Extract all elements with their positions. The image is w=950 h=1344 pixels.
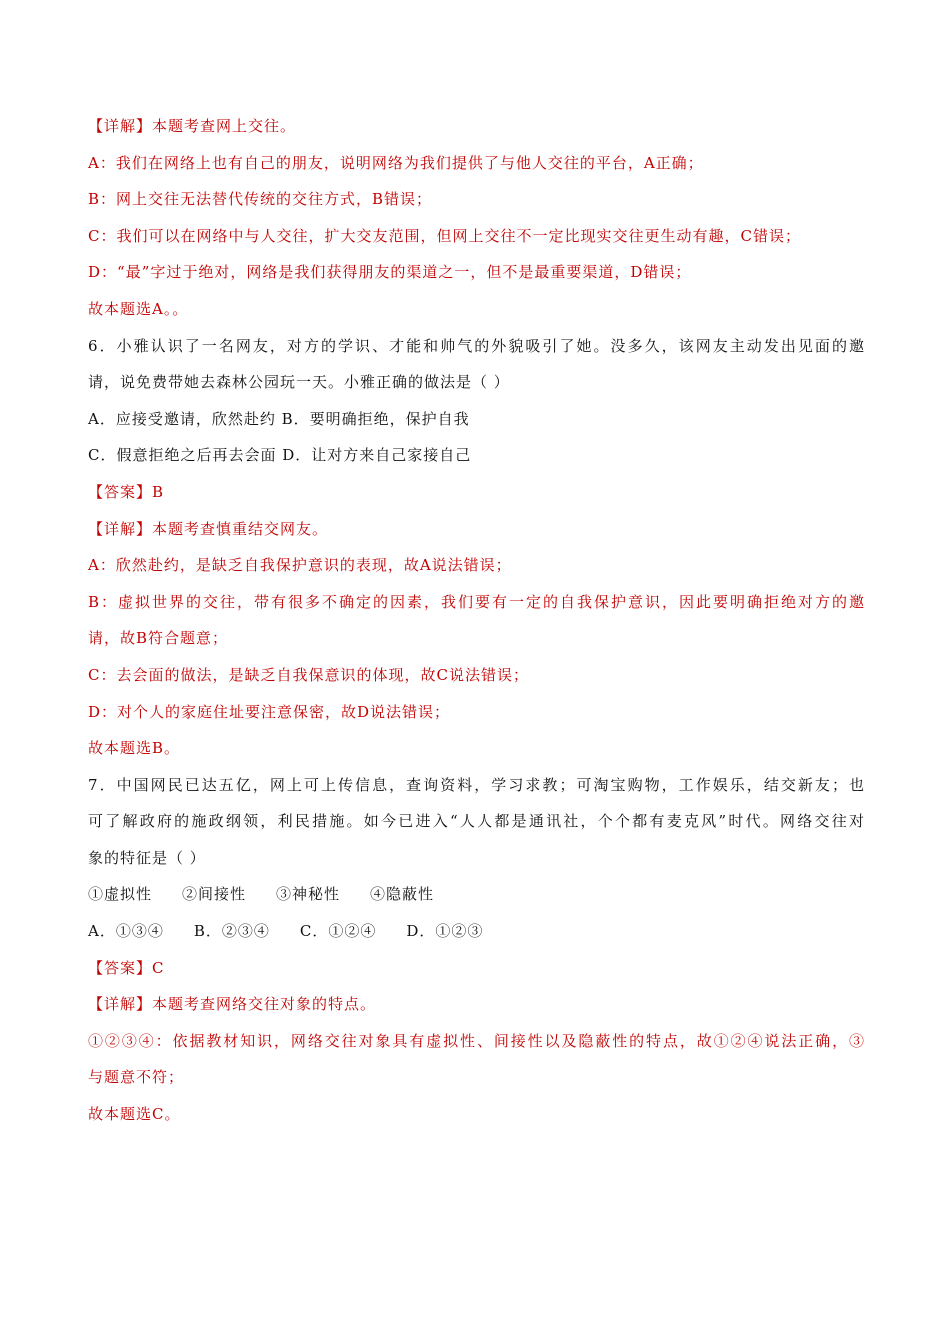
- q7-option: B．②③④: [193, 922, 270, 941]
- q7-item: ③神秘性: [276, 885, 341, 904]
- q7-stem-line3: 象的特征是（ ）: [88, 848, 206, 867]
- q7-options: [88, 913, 864, 950]
- q5-explain-a: A：我们在网络上也有自己的朋友，说明网络为我们提供了与他人交往的平台，A正确；: [88, 153, 704, 172]
- q6-explain-d: D：对个人的家庭住址要注意保密，故D说法错误；: [88, 702, 451, 721]
- q5-explain-d: D：“最”字过于绝对，网络是我们获得朋友的渠道之一，但不是最重要渠道，D错误；: [88, 263, 692, 282]
- q5-explain-b: B：网上交往无法替代传统的交往方式，B错误；: [88, 190, 433, 209]
- q6-options-line1: A．应接受邀请，欣然赴约 B．要明确拒绝，保护自我: [88, 409, 470, 428]
- q6-conclusion: 故本题选B。: [88, 739, 181, 758]
- q5-explain-c: C：我们可以在网络中与人交往，扩大交友范围，但网上交往不一定比现实交往更生动有趣，C错误；: [88, 226, 801, 245]
- q6-explain-b-line1: B：虚拟世界的交往，带有很多不确定的因素，我们要有一定的自我保护意识，因此要明确拒绝对方的邀: [88, 592, 864, 611]
- q7-option: A．①③④: [88, 922, 164, 941]
- q6-options-line2: C．假意拒绝之后再去会面 D．让对方来自己家接自己: [88, 446, 472, 465]
- q7-explain-line1: ①②③④：依据教材知识，网络交往对象具有虚拟性、间接性以及隐蔽性的特点，故①②④说法正确，③: [88, 1031, 864, 1050]
- q6-stem-line1: 6．小雅认识了一名网友，对方的学识、才能和帅气的外貌吸引了她。没多久，该网友主动发出见面的邀: [88, 336, 864, 355]
- q6-stem-line2: 请，说免费带她去森林公园玩一天。小雅正确的做法是（ ）: [88, 373, 510, 392]
- q7-stem-line2: 可了解政府的施政纲领，利民措施。如今已进入“人人都是通讯社，个个都有麦克风”时代。网络交往对: [88, 812, 864, 831]
- q7-item: ④隐蔽性: [370, 885, 435, 904]
- q6-explain-intro: 【详解】本题考查慎重结交网友。: [88, 519, 329, 538]
- q7-explain-intro: 【详解】本题考查网络交往对象的特点。: [88, 995, 377, 1014]
- q7-conclusion: 故本题选C。: [88, 1105, 181, 1124]
- q7-option: C．①②④: [299, 922, 377, 941]
- q7-stem-line1: 7．中国网民已达五亿，网上可上传信息，查询资料，学习求教；可淘宝购物，工作娱乐，结交新友；也: [88, 775, 864, 794]
- q5-conclusion: 故本题选A。。: [88, 299, 189, 318]
- q7-items: [88, 876, 864, 913]
- q6-explain-b-line2: 请，故B符合题意；: [88, 629, 229, 648]
- q6-explain-a: A：欣然赴约，是缺乏自我保护意识的表现，故A说法错误；: [88, 556, 512, 575]
- q7-answer: 【答案】C: [88, 958, 165, 977]
- q7-item: ①虚拟性: [88, 885, 153, 904]
- q7-option: D．①②③: [406, 922, 484, 941]
- q7-explain-line2: 与题意不符；: [88, 1068, 185, 1087]
- document-page: [88, 108, 864, 1133]
- q6-explain-c: C：去会面的做法，是缺乏自我保意识的体现，故C说法错误；: [88, 665, 529, 684]
- q7-item: ②间接性: [182, 885, 247, 904]
- q5-explain-intro: 【详解】本题考查网上交往。: [88, 117, 297, 135]
- q6-answer: 【答案】B: [88, 482, 165, 501]
